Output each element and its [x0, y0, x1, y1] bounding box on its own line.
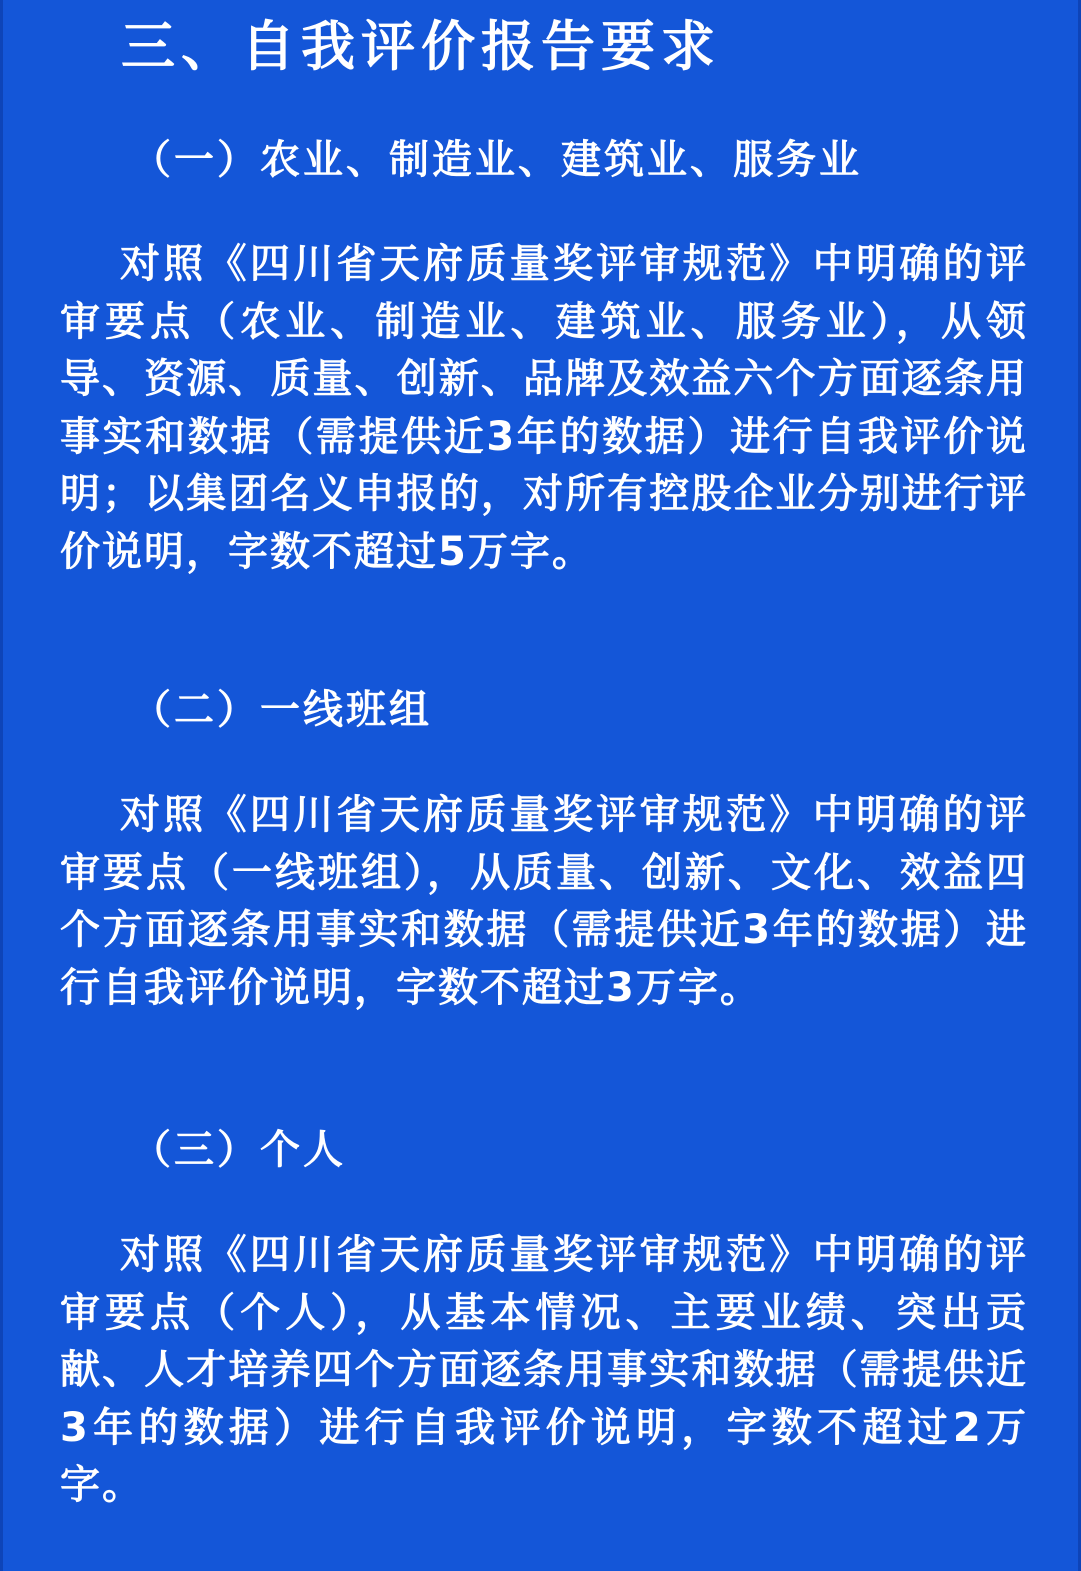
section-heading-1: （一）农业、制造业、建筑业、服务业 [131, 137, 862, 183]
section-body-1: 对照《四川省天府质量奖评审规范》中明确的评审要点（农业、制造业、建筑业、服务业），从领导、资源、质量、创新、品牌及效益六个方面逐条用事实和数据（需提供近3年的数据）进行自我评价说明；以集团名义申报的，对所有控股企业分别进行评价说明，字数不超过5万字。 [60, 241, 1028, 575]
page-title: 三、自我评价报告要求 [121, 15, 721, 78]
section-body-3: 对照《四川省天府质量奖评审规范》中明确的评审要点（个人），从基本情况、主要业绩、突出贡献、人才培养四个方面逐条用事实和数据（需提供近3年的数据）进行自我评价说明，字数不超过2万字。 [60, 1232, 1028, 1508]
section-heading-3: （三）个人 [131, 1127, 346, 1173]
section-body-2: 对照《四川省天府质量奖评审规范》中明确的评审要点（一线班组），从质量、创新、文化、效益四个方面逐条用事实和数据（需提供近3年的数据）进行自我评价说明，字数不超过3万字。 [60, 792, 1028, 1011]
section-heading-2: （二）一线班组 [131, 687, 432, 733]
